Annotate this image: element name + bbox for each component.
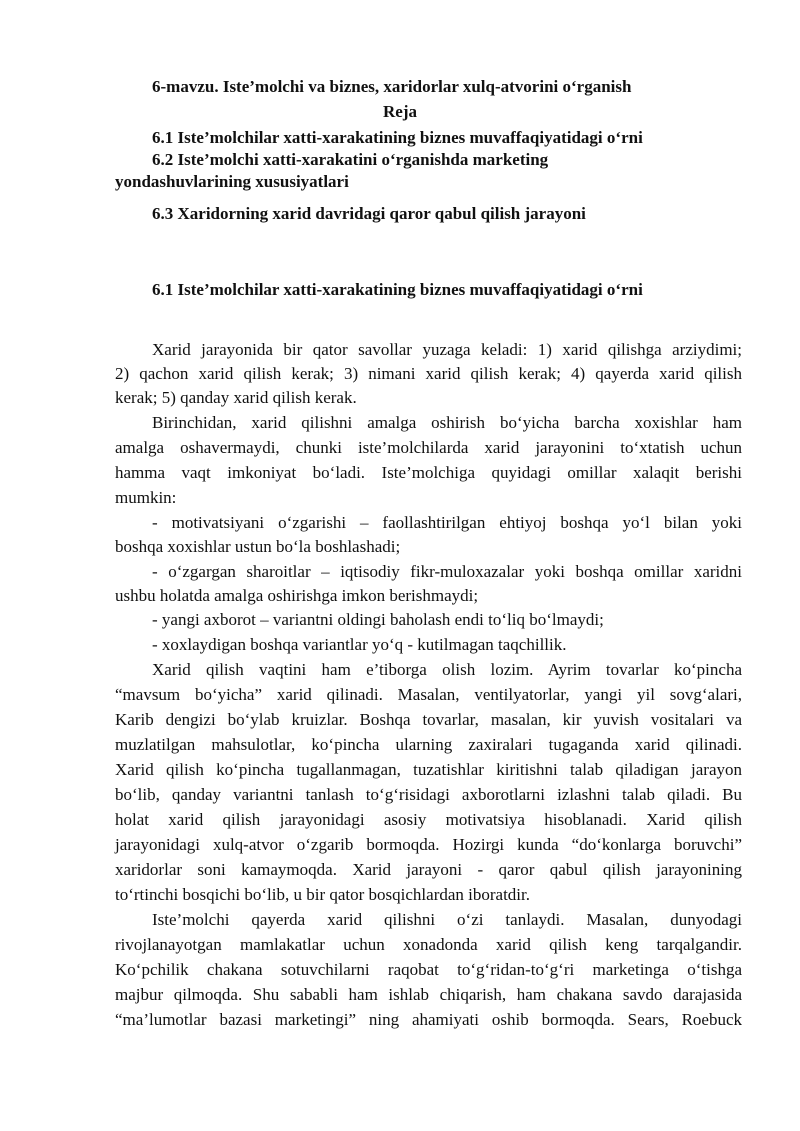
body-line: mumkin:	[115, 488, 177, 507]
plan-item: yondashuvlarining xususiyatlari	[115, 172, 349, 191]
body-line: “mavsum bo‘yicha” xarid qilinadi. Masalan, ventilyatorlar, yangi yil sovg‘alari,	[115, 685, 742, 704]
section-heading: 6.1 Iste’molchilar xatti-xarakatining biznes muvaffaqiyatidagi o‘rni	[152, 280, 643, 299]
body-line: - yangi axborot – variantni oldingi baholash endi to‘liq bo‘lmaydi;	[152, 610, 604, 629]
body-line: boshqa xoxishlar ustun bo‘la boshlashadi;	[115, 537, 401, 556]
body-line: “ma’lumotlar bazasi marketingi” ning ahamiyati oshib bormoqda. Sears, Roebuck	[115, 1010, 742, 1029]
body-line: majbur qilmoqda. Shu sababli ham ishlab chiqarish, ham chakana savdo darajasida	[115, 985, 742, 1004]
body-line: to‘rtinchi bosqichi bo‘lib, u bir qator bosqichlardan iboratdir.	[115, 885, 530, 904]
plan-item: 6.2 Iste’molchi xatti-xarakatini o‘rganishda marketing	[152, 150, 549, 169]
body-line: Xarid qilish ko‘pincha tugallanmagan, tuzatishlar kiritishni talab qiladigan jarayon	[115, 760, 742, 779]
body-line: ushbu holatda amalga oshirishga imkon berishmaydi;	[115, 586, 479, 605]
body-line: Iste’molchi qayerda xarid qilishni o‘zi tanlaydi. Masalan, dunyodagi	[152, 910, 742, 929]
page-title: 6-mavzu. Iste’molchi va biznes, xaridorlar xulq-atvorini o‘rganish	[152, 77, 632, 96]
body-line: - xoxlaydigan boshqa variantlar yo‘q - kutilmagan taqchillik.	[152, 635, 567, 654]
body-line: Xarid jarayonida bir qator savollar yuzaga keladi: 1) xarid qilishga arziydimi;	[152, 340, 742, 359]
body-line: Xarid qilish vaqtini ham e’tiborga olish lozim. Ayrim tovarlar ko‘pincha	[152, 660, 742, 679]
plan-item: 6.1 Iste’molchilar xatti-xarakatining biznes muvaffaqiyatidagi o‘rni	[152, 128, 643, 147]
body-line: Ko‘pchilik chakana sotuvchilarni raqobat to‘g‘ridan-to‘g‘ri marketinga o‘tishga	[115, 960, 742, 979]
body-line: - o‘zgargan sharoitlar – iqtisodiy fikr-muloxazalar yoki boshqa omillar xaridni	[152, 562, 742, 581]
body-line: holat xarid qilish jarayonidagi asosiy motivatsiya hisoblanadi. Xarid qilish	[115, 810, 742, 829]
body-line: jarayonidagi xulq-atvor o‘zgarib bormoqda. Hozirgi kunda “do‘konlarga boruvchi”	[115, 835, 742, 854]
body-line: hamma vaqt imkoniyat bo‘ladi. Iste’molchiga quyidagi omillar xalaqit berishi	[115, 463, 742, 482]
body-line: Karib dengizi bo‘ylab kruizlar. Boshqa tovarlar, masalan, kir yuvish vositalari va	[115, 710, 742, 729]
body-line: amalga oshavermaydi, chunki iste’molchilarda xarid jarayonini to‘xtatish uchun	[115, 438, 742, 457]
body-line: bo‘lib, qanday variantni tanlash to‘g‘risidagi axborotlarni izlashni talab qiladi. Bu	[115, 785, 742, 804]
body-line: - motivatsiyani o‘zgarishi – faollashtirilgan ehtiyoj boshqa yo‘l bilan yoki	[152, 513, 742, 532]
body-line: xaridorlar soni kamaymoqda. Xarid jarayoni - qaror qabul qilish jarayonining	[115, 860, 742, 879]
body-line: Birinchidan, xarid qilishni amalga oshirish bo‘yicha barcha xoxishlar ham	[152, 413, 742, 432]
body-line: muzlatilgan mahsulotlar, ko‘pincha ularning zaxiralari tugaganda xarid qilinadi.	[115, 735, 742, 754]
body-line: kerak; 5) qanday xarid qilish kerak.	[115, 388, 357, 407]
plan-heading: Reja	[383, 102, 417, 121]
plan-item: 6.3 Xaridorning xarid davridagi qaror qabul qilish jarayoni	[152, 204, 586, 223]
body-line: 2) qachon xarid qilish kerak; 3) nimani xarid qilish kerak; 4) qayerda xarid qilish	[115, 364, 742, 383]
body-line: rivojlanayotgan mamlakatlar uchun xonadonda xarid qilish keng tarqalgandir.	[115, 935, 742, 954]
